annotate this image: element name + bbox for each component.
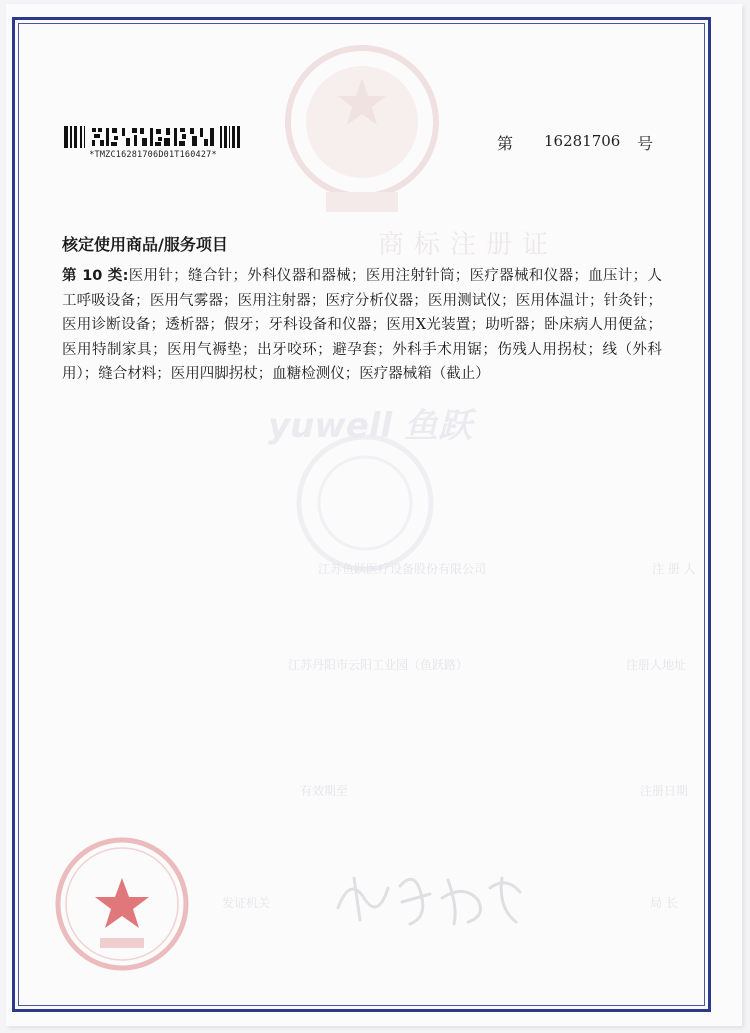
watermark-text: 发证机关 [222,896,271,910]
watermark-text: 有效期至 [300,784,349,798]
registration-label: 第 [497,134,514,153]
watermark-title: 商标注册证 [378,230,559,260]
watermark-text: 局 长 [650,896,678,910]
watermark-mark: yuwell 鱼跃 [268,406,472,446]
goods-class-label: 第 10 类: [62,268,129,284]
section-title: 核定使用商品/服务项目 [62,235,228,254]
watermark-text: 注 册 人 [652,562,696,576]
watermark-text: 江苏丹阳市云阳工业园（鱼跃路） [288,658,469,672]
goods-items: 医用针；缝合针；外科仪器和器械；医用注射针筒；医疗器械和仪器；血压计；人工呼吸设备；医用气雾器；医用注射器；医疗分析仪器；医用测试仪；医用体温计；针灸针；医用诊断设备；透析器；假牙；牙科设备和仪器；医用X光装置；助听器；卧床病人用便盆；医用特制家具；医用气褥垫；出牙咬环；避孕套；外科手术用锯；伤残人用拐杖；线（外科用）；缝合材料；医用四脚拐杖；血糖检测仪；医疗器械箱（截止） [62,268,663,382]
watermark-text: 注册日期 [640,784,689,798]
barcode-icon [64,126,240,148]
watermark-text: 江苏鱼跃医疗设备股份有限公司 [318,562,487,576]
goods-list [62,264,662,387]
registration-suffix: 号 [637,134,654,153]
director-signature-icon [330,858,540,938]
watermark-text: 注册人地址 [626,658,687,672]
barcode-text: *TMZC16281706D01T160427* [89,150,217,160]
official-seal-icon [52,834,192,974]
registration-number: 16281706 [544,132,621,150]
